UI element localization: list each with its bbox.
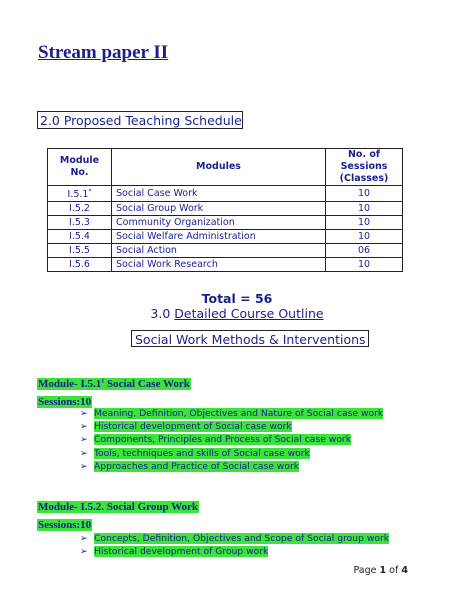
table-row [48, 230, 403, 244]
sessions-cell: 06 [326, 244, 403, 258]
module-no-cell: I.5.2 [48, 202, 112, 216]
arrow-bullet-icon: ➢ [80, 460, 88, 472]
module-block [37, 497, 199, 533]
module-name-cell: Social Welfare Administration [112, 230, 326, 244]
schedule-heading: 2.0 Proposed Teaching Schedule [37, 111, 243, 129]
header-module-no: Module No. [48, 149, 112, 186]
list-item: ➢ Historical development of Social case work [80, 421, 292, 433]
table-row [48, 202, 403, 216]
arrow-bullet-icon: ➢ [80, 434, 88, 446]
module-heading: Module- I.5.2. Social Group Work [38, 501, 199, 513]
module-block [37, 374, 191, 410]
sessions-cell: 10 [326, 230, 403, 244]
module-name-cell: Social Work Research [112, 258, 326, 272]
list-item: ➢ Historical development of Group work [80, 546, 269, 558]
module-no-cell: I.5.3 [48, 216, 112, 230]
arrow-bullet-icon: ➢ [80, 408, 88, 419]
arrow-bullet-icon: ➢ [80, 546, 88, 558]
module-no-cell: I.5.1* [48, 186, 112, 202]
outline-number: 3.0 [150, 306, 171, 321]
table-row [48, 216, 403, 230]
outline-heading [0, 306, 474, 321]
list-item: ➢ Approaches and Practice of Social case work [80, 460, 300, 472]
header-modules: Modules [112, 149, 326, 186]
module-heading: Module- I.5.1$^1$ Social Case Work [38, 378, 190, 390]
table-row [48, 244, 403, 258]
sessions-cell: 10 [326, 186, 403, 202]
outline-label: Detailed Course Outline [174, 306, 324, 321]
table-row [48, 258, 403, 272]
arrow-bullet-icon: ➢ [80, 447, 88, 459]
module-topics-list [80, 408, 383, 474]
module-sessions: Sessions:10 [38, 396, 92, 408]
page-title: Stream paper II [38, 42, 169, 63]
module-no-cell: I.5.6 [48, 258, 112, 272]
list-item: ➢ Components, Principles and Process of Social case work [80, 434, 352, 446]
module-name-cell: Social Action [112, 244, 326, 258]
module-no-cell: I.5.4 [48, 230, 112, 244]
module-no-cell: I.5.5 [48, 244, 112, 258]
arrow-bullet-icon: ➢ [80, 533, 88, 544]
sessions-cell: 10 [326, 216, 403, 230]
list-item: ➢ Tools, techniques and skills of Social case work [80, 447, 310, 459]
module-name-cell: Social Case Work [112, 186, 326, 202]
methods-heading: Social Work Methods & Interventions [131, 330, 369, 347]
sessions-cell: 10 [326, 202, 403, 216]
teaching-schedule-table [47, 148, 403, 272]
total-sessions: Total = 56 [201, 291, 273, 306]
module-name-cell: Social Group Work [112, 202, 326, 216]
module-topics-list [80, 533, 389, 559]
list-item: ➢ Meaning, Definition, Objectives and Nature of Social case work [80, 408, 384, 419]
table-row [48, 186, 403, 202]
sessions-cell: 10 [326, 258, 403, 272]
module-sessions: Sessions:10 [38, 519, 92, 531]
table-header-row [48, 149, 403, 186]
arrow-bullet-icon: ➢ [80, 421, 88, 433]
list-item: ➢ Concepts, Definition, Objectives and Scope of Social group work [80, 533, 390, 544]
module-name-cell: Community Organization [112, 216, 326, 230]
page-footer: Page 1 of 4 [353, 565, 408, 576]
header-sessions: No. of Sessions (Classes) [326, 149, 403, 186]
